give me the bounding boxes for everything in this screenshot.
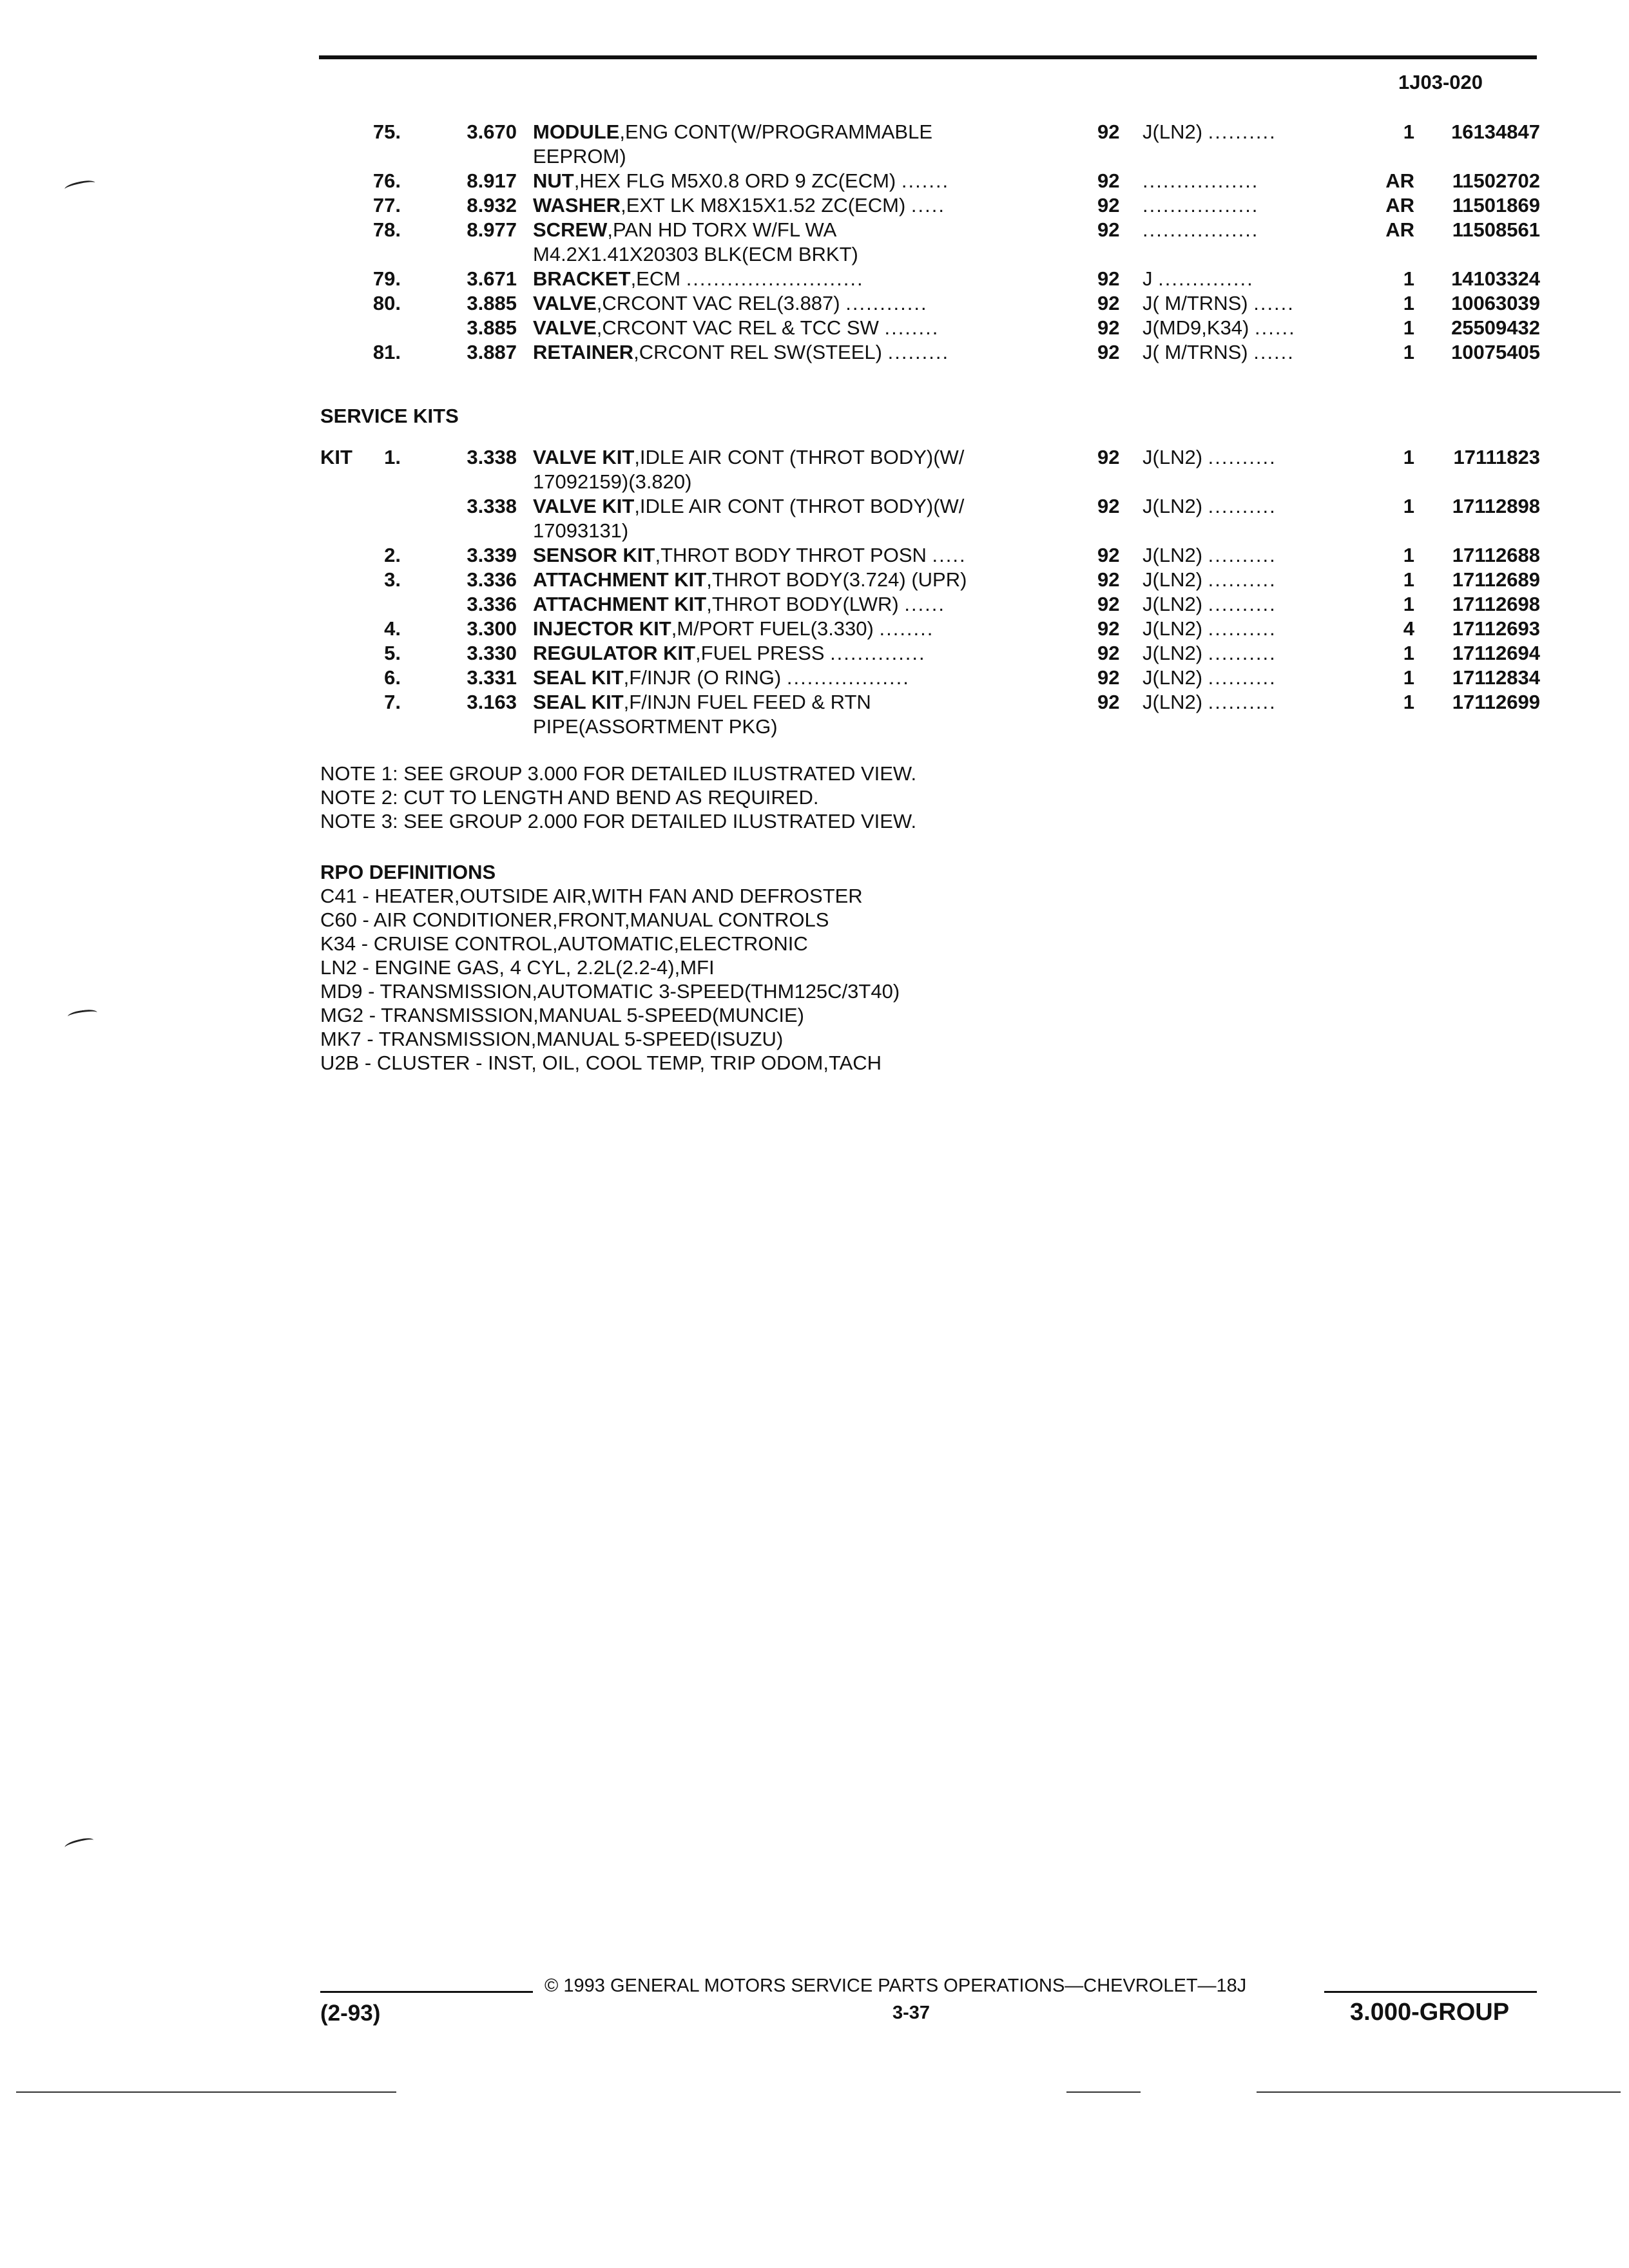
kit-row bbox=[0, 445, 1629, 470]
usage-code: J(LN2) bbox=[1142, 642, 1203, 664]
model-year: 92 bbox=[1097, 593, 1120, 615]
usage-code: J bbox=[1142, 267, 1153, 290]
leader-dots: .................. bbox=[786, 666, 910, 689]
model-year: 92 bbox=[1097, 446, 1120, 468]
part-name: BRACKET bbox=[533, 267, 631, 290]
quantity: 1 bbox=[1403, 495, 1414, 517]
leader-dots: .......... bbox=[1208, 544, 1277, 566]
part-name: SENSOR KIT bbox=[533, 544, 655, 566]
kit-row bbox=[0, 665, 1629, 691]
leader-dots: ..... bbox=[911, 194, 945, 216]
part-name: VALVE bbox=[533, 292, 597, 314]
part-row bbox=[0, 168, 1629, 194]
leader-dots: ........ bbox=[884, 316, 940, 339]
usage bbox=[1142, 567, 1277, 593]
part-number: 17112694 bbox=[1452, 642, 1540, 664]
quantity: 1 bbox=[1403, 292, 1414, 314]
part-row bbox=[0, 193, 1629, 218]
model-year: 92 bbox=[1097, 194, 1120, 216]
usage-code: J(MD9,K34) bbox=[1142, 316, 1249, 339]
item-number: 79. bbox=[372, 267, 401, 290]
part-qualifier: ,THROT BODY(LWR) bbox=[706, 593, 899, 615]
part-name: SEAL KIT bbox=[533, 666, 624, 689]
usage bbox=[1142, 445, 1277, 470]
usage-code: J(LN2) bbox=[1142, 544, 1203, 566]
item-number: 7. bbox=[384, 691, 401, 713]
part-number: 16134847 bbox=[1451, 120, 1540, 143]
part-number: 17112688 bbox=[1452, 544, 1540, 566]
part-number: 17112693 bbox=[1452, 617, 1540, 640]
part-number: 14103324 bbox=[1451, 267, 1540, 290]
scan-edge-line bbox=[16, 2091, 396, 2093]
part-name: VALVE KIT bbox=[533, 446, 635, 468]
rpo-line: MG2 - TRANSMISSION,MANUAL 5-SPEED(MUNCIE) bbox=[320, 1004, 804, 1026]
part-number: 17112699 bbox=[1452, 691, 1540, 713]
usage bbox=[1142, 689, 1277, 715]
model-year: 92 bbox=[1097, 544, 1120, 566]
group-number: 3.163 bbox=[467, 691, 517, 713]
group-number: 3.885 bbox=[467, 316, 517, 339]
part-row bbox=[0, 266, 1629, 292]
rpo-line: LN2 - ENGINE GAS, 4 CYL, 2.2L(2.2-4),MFI bbox=[320, 956, 715, 979]
part-qualifier: ,THROT BODY THROT POSN bbox=[655, 544, 927, 566]
leader-dots: ................. bbox=[1142, 194, 1259, 216]
model-year: 92 bbox=[1097, 169, 1120, 192]
rpo-line: U2B - CLUSTER - INST, OIL, COOL TEMP, TRIP ODOM,TACH bbox=[320, 1052, 882, 1074]
group-label: 3.000-GROUP bbox=[1350, 1999, 1510, 2026]
part-description bbox=[533, 665, 910, 691]
usage-code: J(LN2) bbox=[1142, 568, 1203, 591]
scan-edge-line bbox=[1066, 2091, 1141, 2093]
part-qualifier: ,F/INJR (O RING) bbox=[623, 666, 782, 689]
part-number: 17112698 bbox=[1452, 593, 1540, 615]
leader-dots: .......... bbox=[1208, 691, 1277, 713]
quantity: 1 bbox=[1403, 544, 1414, 566]
leader-dots: ...... bbox=[1255, 316, 1296, 339]
usage-code: J(LN2) bbox=[1142, 593, 1203, 615]
kit-row bbox=[0, 591, 1629, 617]
usage bbox=[1142, 315, 1296, 341]
usage bbox=[1142, 340, 1295, 365]
part-qualifier: ,IDLE AIR CONT (THROT BODY)(W/ bbox=[634, 495, 965, 517]
part-description bbox=[533, 494, 964, 519]
scan-edge-line bbox=[1257, 2091, 1621, 2093]
page-number: 3-37 bbox=[892, 2003, 930, 2023]
model-year: 92 bbox=[1097, 666, 1120, 689]
part-description bbox=[533, 340, 949, 365]
part-name: INJECTOR KIT bbox=[533, 617, 671, 640]
quantity: 1 bbox=[1403, 446, 1414, 468]
part-number: 11501869 bbox=[1452, 194, 1540, 216]
part-description bbox=[533, 567, 967, 593]
kit-row bbox=[0, 640, 1629, 666]
quantity: 1 bbox=[1403, 341, 1414, 363]
description-continuation: M4.2X1.41X20303 BLK(ECM BRKT) bbox=[533, 243, 858, 265]
part-name: SEAL KIT bbox=[533, 691, 624, 713]
group-number: 3.300 bbox=[467, 617, 517, 640]
footer-rule-left bbox=[320, 1991, 533, 1993]
part-qualifier: ,IDLE AIR CONT (THROT BODY)(W/ bbox=[634, 446, 965, 468]
note-line: NOTE 1: SEE GROUP 3.000 FOR DETAILED ILUSTRATED VIEW. bbox=[320, 762, 917, 785]
part-qualifier: ,THROT BODY(3.724) (UPR) bbox=[706, 568, 967, 591]
punch-mark bbox=[64, 1836, 95, 1852]
leader-dots: ..... bbox=[932, 544, 967, 566]
kit-row bbox=[0, 616, 1629, 642]
quantity: 1 bbox=[1403, 642, 1414, 664]
rpo-line: K34 - CRUISE CONTROL,AUTOMATIC,ELECTRONIC bbox=[320, 932, 808, 955]
quantity: 1 bbox=[1403, 568, 1414, 591]
group-number: 3.338 bbox=[467, 446, 517, 468]
leader-dots: ................. bbox=[1142, 169, 1259, 192]
description-continuation: EEPROM) bbox=[533, 145, 626, 168]
quantity: 1 bbox=[1403, 691, 1414, 713]
group-number: 3.330 bbox=[467, 642, 517, 664]
item-number: 78. bbox=[372, 218, 401, 241]
item-number: 77. bbox=[372, 194, 401, 216]
leader-dots: .......... bbox=[1208, 617, 1277, 640]
item-number: 1. bbox=[384, 446, 401, 468]
part-qualifier: ,ECM bbox=[630, 267, 681, 290]
part-number: 11508561 bbox=[1452, 218, 1540, 241]
part-qualifier: ,M/PORT FUEL(3.330) bbox=[671, 617, 874, 640]
usage bbox=[1142, 543, 1277, 568]
quantity: AR bbox=[1385, 194, 1414, 216]
part-name: ATTACHMENT KIT bbox=[533, 593, 707, 615]
quantity: 1 bbox=[1403, 120, 1414, 143]
part-name: MODULE bbox=[533, 120, 620, 143]
model-year: 92 bbox=[1097, 292, 1120, 314]
group-number: 8.917 bbox=[467, 169, 517, 192]
group-number: 3.670 bbox=[467, 120, 517, 143]
part-row bbox=[0, 315, 1629, 341]
item-number: 76. bbox=[372, 169, 401, 192]
usage bbox=[1142, 616, 1277, 642]
part-name: NUT bbox=[533, 169, 574, 192]
punch-mark bbox=[67, 1008, 97, 1021]
model-year: 92 bbox=[1097, 642, 1120, 664]
usage bbox=[1142, 665, 1277, 691]
usage-code: J(LN2) bbox=[1142, 691, 1203, 713]
leader-dots: .......... bbox=[1208, 642, 1277, 664]
page-code: 1J03-020 bbox=[1398, 71, 1483, 93]
kit-row bbox=[0, 494, 1629, 519]
usage bbox=[1142, 193, 1258, 218]
part-number: 25509432 bbox=[1451, 316, 1540, 339]
part-name: REGULATOR KIT bbox=[533, 642, 696, 664]
item-number: 80. bbox=[372, 292, 401, 314]
service-kits-heading: SERVICE KITS bbox=[320, 405, 459, 427]
quantity: 1 bbox=[1403, 316, 1414, 339]
part-row bbox=[0, 217, 1629, 243]
group-number: 3.885 bbox=[467, 292, 517, 314]
leader-dots: ................. bbox=[1142, 218, 1259, 241]
description-continuation: 17092159)(3.820) bbox=[533, 470, 692, 493]
kit-row bbox=[0, 567, 1629, 593]
part-number: 10063039 bbox=[1451, 292, 1540, 314]
item-number: 6. bbox=[384, 666, 401, 689]
part-description bbox=[533, 591, 945, 617]
item-number: 2. bbox=[384, 544, 401, 566]
leader-dots: ...... bbox=[1253, 292, 1295, 314]
part-description bbox=[533, 445, 964, 470]
usage bbox=[1142, 591, 1277, 617]
model-year: 92 bbox=[1097, 218, 1120, 241]
part-description bbox=[533, 266, 864, 292]
group-number: 3.887 bbox=[467, 341, 517, 363]
quantity: AR bbox=[1385, 218, 1414, 241]
usage-code: J(LN2) bbox=[1142, 666, 1203, 689]
group-number: 8.932 bbox=[467, 194, 517, 216]
leader-dots: .......... bbox=[1208, 568, 1277, 591]
kit-row bbox=[0, 543, 1629, 568]
leader-dots: ...... bbox=[904, 593, 946, 615]
leader-dots: ....... bbox=[901, 169, 950, 192]
item-number: 81. bbox=[372, 341, 401, 363]
usage-code: J( M/TRNS) bbox=[1142, 292, 1248, 314]
leader-dots: .......... bbox=[1208, 495, 1277, 517]
part-name: ATTACHMENT KIT bbox=[533, 568, 707, 591]
part-number: 17112898 bbox=[1452, 495, 1540, 517]
leader-dots: ........ bbox=[879, 617, 934, 640]
model-year: 92 bbox=[1097, 691, 1120, 713]
usage bbox=[1142, 266, 1254, 292]
usage-code: J(LN2) bbox=[1142, 617, 1203, 640]
part-description bbox=[533, 640, 926, 666]
part-number: 10075405 bbox=[1451, 341, 1540, 363]
part-description bbox=[533, 291, 928, 316]
note-line: NOTE 3: SEE GROUP 2.000 FOR DETAILED ILUSTRATED VIEW. bbox=[320, 810, 917, 832]
group-number: 3.331 bbox=[467, 666, 517, 689]
part-qualifier: ,HEX FLG M5X0.8 ORD 9 ZC(ECM) bbox=[574, 169, 896, 192]
part-qualifier: ,CRCONT VAC REL & TCC SW bbox=[596, 316, 879, 339]
part-qualifier: ,CRCONT REL SW(STEEL) bbox=[633, 341, 882, 363]
notes-section bbox=[320, 762, 916, 833]
leader-dots: .............. bbox=[830, 642, 926, 664]
group-number: 3.336 bbox=[467, 568, 517, 591]
footer-rule-right bbox=[1324, 1991, 1537, 1993]
item-number: 75. bbox=[372, 120, 401, 143]
part-name: SCREW bbox=[533, 218, 608, 241]
model-year: 92 bbox=[1097, 495, 1120, 517]
part-row bbox=[0, 340, 1629, 365]
quantity: 1 bbox=[1403, 267, 1414, 290]
leader-dots: ...... bbox=[1253, 341, 1295, 363]
rpo-line: MK7 - TRANSMISSION,MANUAL 5-SPEED(ISUZU) bbox=[320, 1028, 784, 1050]
quantity: 4 bbox=[1403, 617, 1414, 640]
usage bbox=[1142, 119, 1277, 145]
part-name: RETAINER bbox=[533, 341, 634, 363]
kit-row bbox=[0, 689, 1629, 715]
leader-dots: ............ bbox=[845, 292, 928, 314]
part-description bbox=[533, 168, 949, 194]
group-number: 3.671 bbox=[467, 267, 517, 290]
part-description bbox=[533, 689, 871, 715]
model-year: 92 bbox=[1097, 316, 1120, 339]
part-number: 17112689 bbox=[1452, 568, 1540, 591]
usage bbox=[1142, 217, 1258, 243]
quantity: 1 bbox=[1403, 593, 1414, 615]
leader-dots: .......... bbox=[1208, 666, 1277, 689]
part-number: 17112834 bbox=[1452, 666, 1540, 689]
part-qualifier: ,F/INJN FUEL FEED & RTN bbox=[623, 691, 871, 713]
group-number: 3.339 bbox=[467, 544, 517, 566]
usage-code: J(LN2) bbox=[1142, 446, 1203, 468]
part-name: WASHER bbox=[533, 194, 621, 216]
usage bbox=[1142, 640, 1277, 666]
leader-dots: .......................... bbox=[686, 267, 864, 290]
leader-dots: .............. bbox=[1158, 267, 1254, 290]
usage-code: J(LN2) bbox=[1142, 120, 1203, 143]
part-name: VALVE KIT bbox=[533, 495, 635, 517]
top-rule bbox=[319, 55, 1537, 59]
model-year: 92 bbox=[1097, 267, 1120, 290]
item-number: 3. bbox=[384, 568, 401, 591]
part-description bbox=[533, 543, 967, 568]
part-qualifier: ,EXT LK M8X15X1.52 ZC(ECM) bbox=[621, 194, 906, 216]
quantity: AR bbox=[1385, 169, 1414, 192]
leader-dots: .......... bbox=[1208, 446, 1277, 468]
item-number: 5. bbox=[384, 642, 401, 664]
part-qualifier: ,PAN HD TORX W/FL WA bbox=[607, 218, 837, 241]
part-qualifier: ,ENG CONT(W/PROGRAMMABLE bbox=[619, 120, 933, 143]
usage bbox=[1142, 291, 1295, 316]
part-row bbox=[0, 291, 1629, 316]
usage-code: J( M/TRNS) bbox=[1142, 341, 1248, 363]
item-number: 4. bbox=[384, 617, 401, 640]
part-description bbox=[533, 315, 939, 341]
note-line: NOTE 2: CUT TO LENGTH AND BEND AS REQUIRED. bbox=[320, 786, 819, 809]
part-description bbox=[533, 217, 836, 243]
copyright-line: © 1993 GENERAL MOTORS SERVICE PARTS OPERATIONS—CHEVROLET—18J bbox=[545, 1975, 1247, 1996]
usage bbox=[1142, 494, 1277, 519]
usage-code: J(LN2) bbox=[1142, 495, 1203, 517]
part-number: 11502702 bbox=[1452, 169, 1540, 192]
part-number: 17111823 bbox=[1453, 446, 1540, 468]
description-continuation: PIPE(ASSORTMENT PKG) bbox=[533, 715, 778, 738]
part-name: VALVE bbox=[533, 316, 597, 339]
rpo-heading: RPO DEFINITIONS bbox=[320, 861, 496, 883]
part-description bbox=[533, 193, 945, 218]
rpo-line: C60 - AIR CONDITIONER,FRONT,MANUAL CONTROLS bbox=[320, 908, 829, 931]
model-year: 92 bbox=[1097, 341, 1120, 363]
part-row bbox=[0, 119, 1629, 145]
leader-dots: .......... bbox=[1208, 120, 1277, 143]
group-number: 8.977 bbox=[467, 218, 517, 241]
quantity: 1 bbox=[1403, 666, 1414, 689]
group-number: 3.336 bbox=[467, 593, 517, 615]
rpo-definitions bbox=[320, 860, 900, 1075]
revision-date: (2-93) bbox=[320, 2001, 381, 2026]
leader-dots: .......... bbox=[1208, 593, 1277, 615]
model-year: 92 bbox=[1097, 120, 1120, 143]
part-description bbox=[533, 119, 932, 145]
model-year: 92 bbox=[1097, 568, 1120, 591]
usage bbox=[1142, 168, 1258, 194]
part-qualifier: ,FUEL PRESS bbox=[695, 642, 825, 664]
rpo-line: MD9 - TRANSMISSION,AUTOMATIC 3-SPEED(THM125C/3T40) bbox=[320, 980, 900, 1003]
description-continuation: 17093131) bbox=[533, 519, 629, 542]
kit-label: KIT bbox=[320, 446, 352, 468]
leader-dots: ......... bbox=[887, 341, 950, 363]
rpo-line: C41 - HEATER,OUTSIDE AIR,WITH FAN AND DEFROSTER bbox=[320, 885, 863, 907]
group-number: 3.338 bbox=[467, 495, 517, 517]
part-description bbox=[533, 616, 934, 642]
model-year: 92 bbox=[1097, 617, 1120, 640]
part-qualifier: ,CRCONT VAC REL(3.887) bbox=[596, 292, 840, 314]
